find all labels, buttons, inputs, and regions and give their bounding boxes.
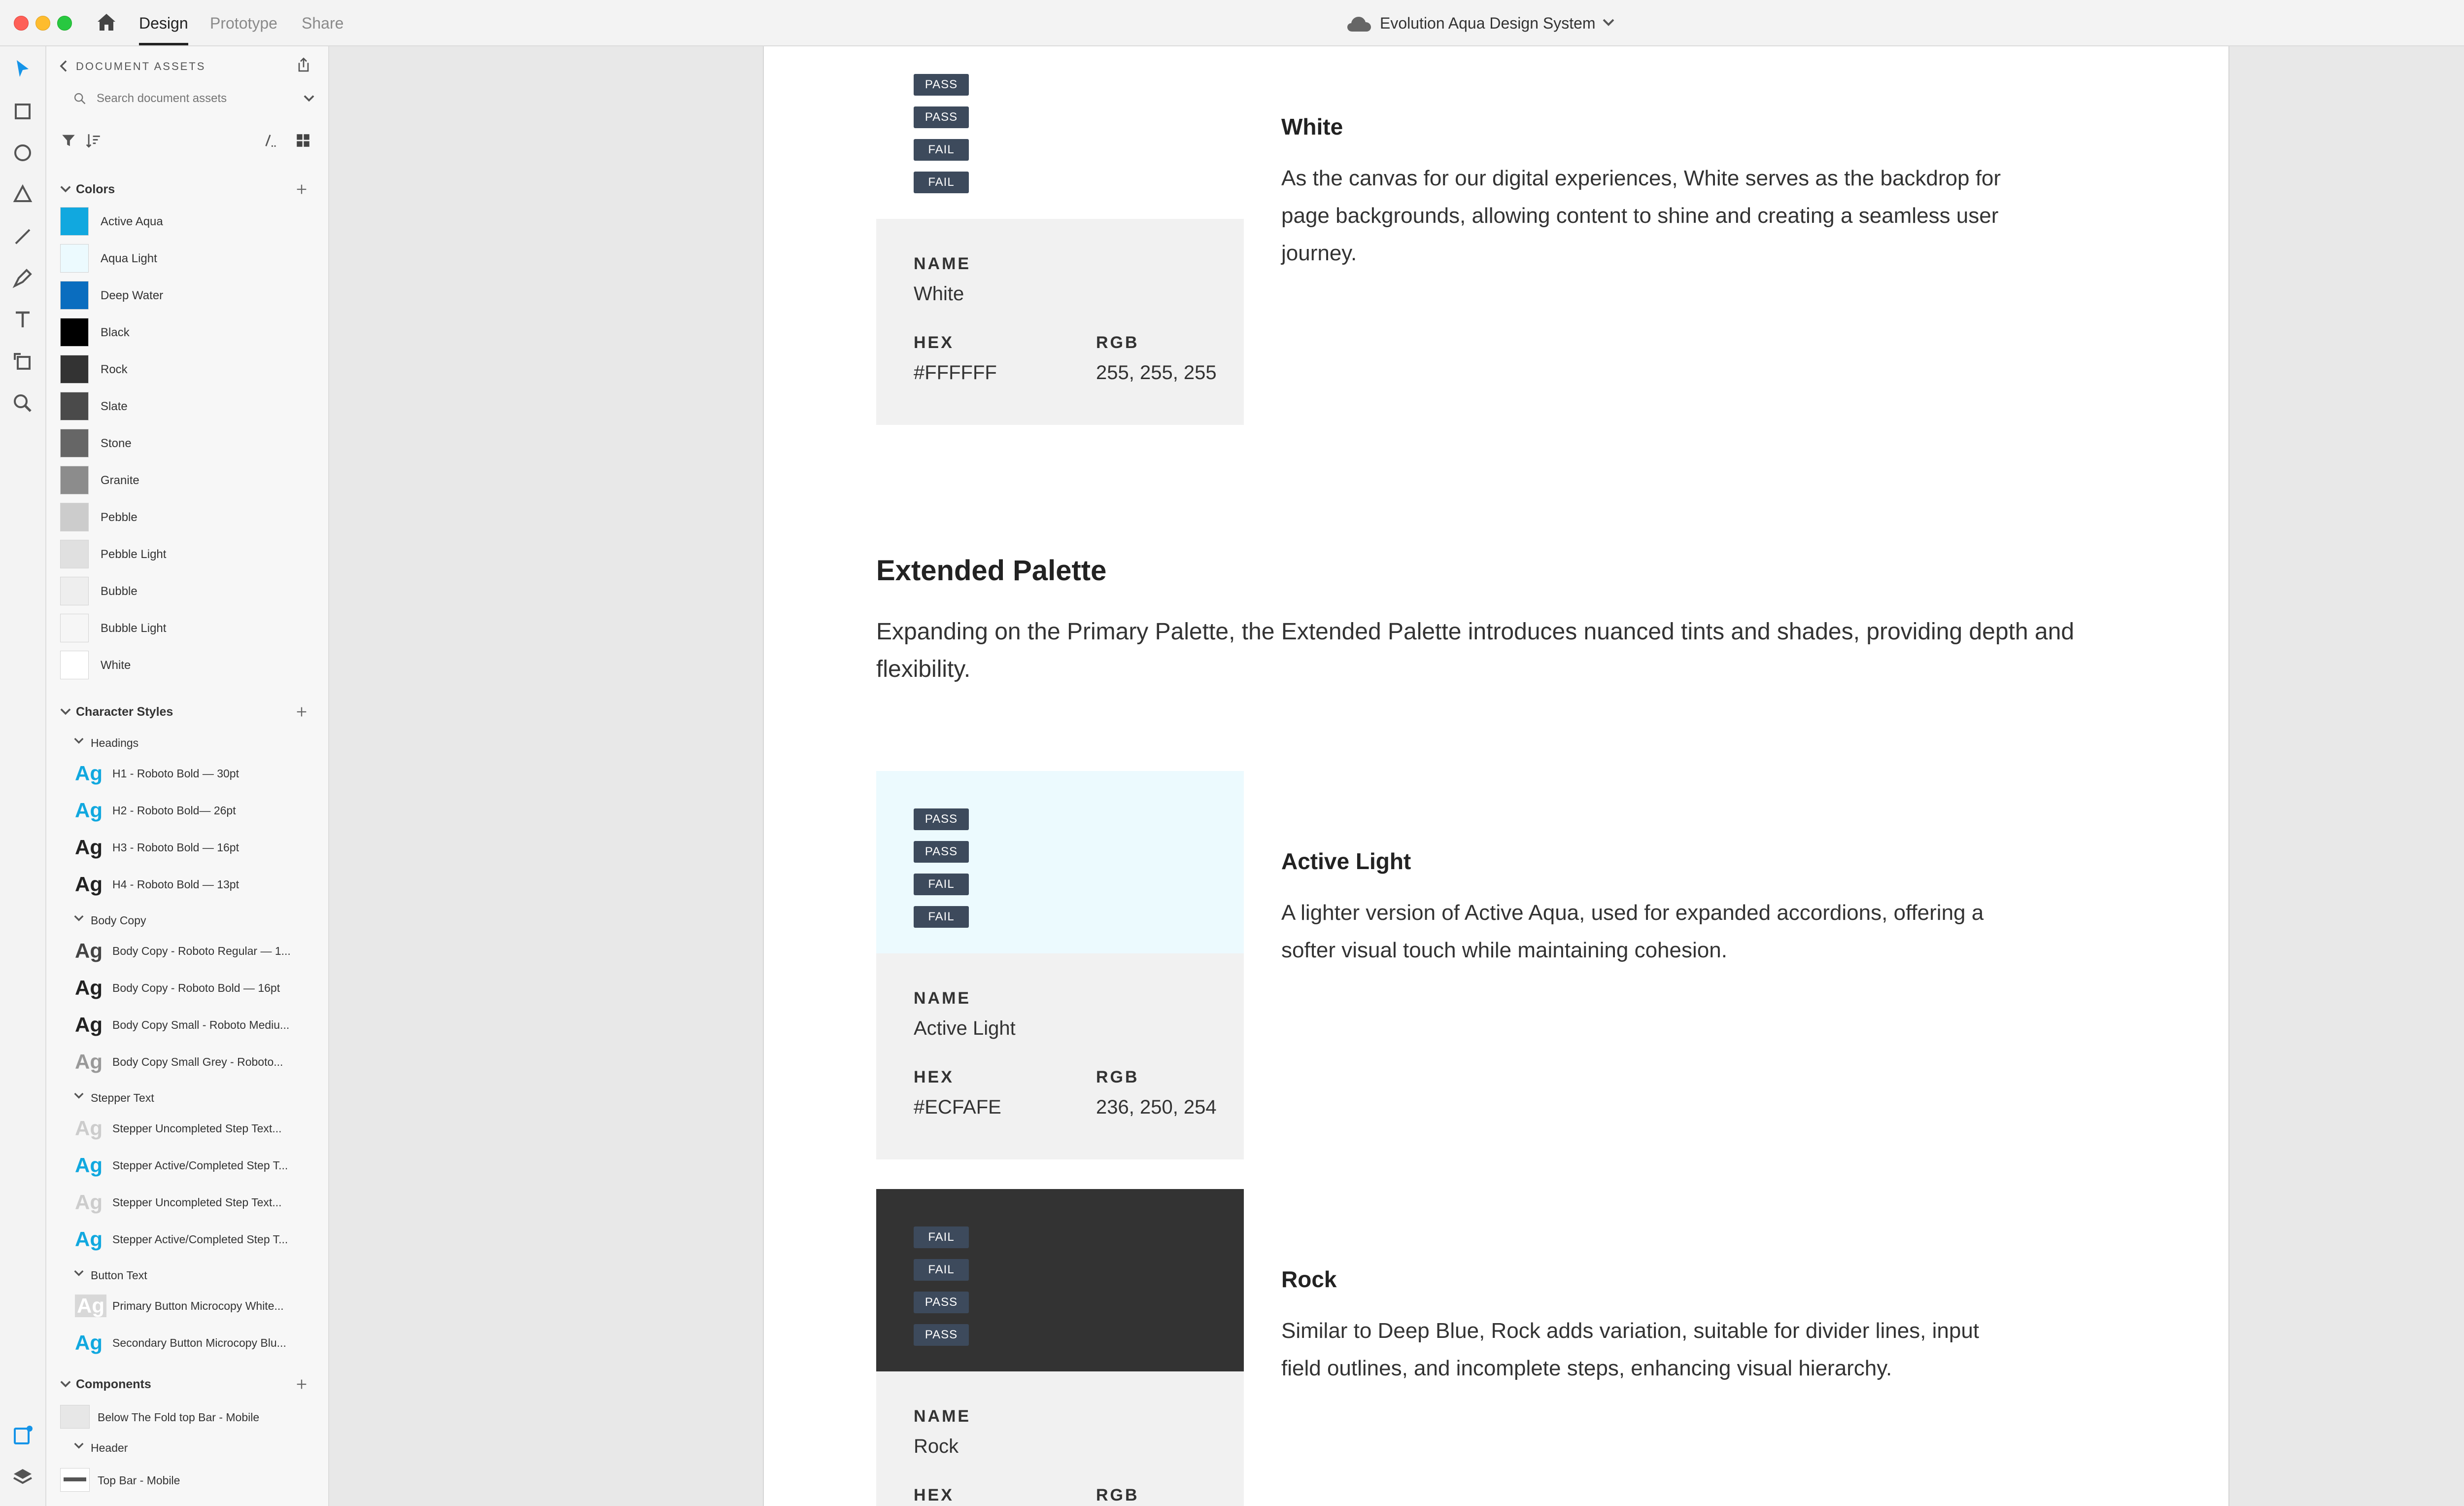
layers-icon[interactable] bbox=[11, 1465, 34, 1489]
color-title: Active Light bbox=[1281, 848, 1411, 874]
character-style-label: Secondary Button Microcopy Blu... bbox=[112, 1336, 286, 1349]
color-asset-label: Bubble bbox=[101, 585, 137, 598]
color-info-panel bbox=[876, 1371, 1244, 1506]
color-swatch bbox=[60, 392, 89, 420]
character-styles-section-header[interactable] bbox=[46, 700, 328, 725]
color-asset-item[interactable] bbox=[46, 499, 328, 536]
assets-panel bbox=[46, 46, 329, 1506]
chevron-down-icon[interactable] bbox=[74, 914, 84, 923]
style-preview-glyph: Ag bbox=[75, 762, 103, 785]
color-asset-item[interactable] bbox=[46, 203, 328, 240]
character-style-item[interactable] bbox=[46, 1325, 328, 1362]
character-style-label: H2 - Roboto Bold— 26pt bbox=[112, 804, 236, 817]
component-thumbnail bbox=[60, 1468, 90, 1492]
style-group-label: Button Text bbox=[91, 1269, 147, 1282]
name-label: NAME bbox=[914, 254, 971, 273]
color-swatch bbox=[60, 503, 89, 531]
color-asset-label: Rock bbox=[101, 363, 128, 376]
character-style-label: H3 - Roboto Bold — 16pt bbox=[112, 841, 239, 854]
name-label: NAME bbox=[914, 1407, 971, 1426]
style-preview-glyph: Ag bbox=[75, 1295, 106, 1317]
character-style-item[interactable] bbox=[46, 933, 328, 970]
color-asset-label: Active Aqua bbox=[101, 215, 163, 228]
colors-section-header[interactable] bbox=[46, 177, 328, 202]
document-title[interactable]: Evolution Aqua Design System bbox=[1380, 14, 1596, 32]
rgb-value: 236, 250, 254 bbox=[1096, 1096, 1217, 1118]
color-asset-item[interactable] bbox=[46, 610, 328, 647]
character-style-item[interactable] bbox=[46, 1184, 328, 1221]
character-style-item[interactable] bbox=[46, 829, 328, 866]
style-preview-glyph: Ag bbox=[75, 1331, 103, 1354]
search-input[interactable] bbox=[60, 86, 314, 111]
color-asset-label: Slate bbox=[101, 400, 128, 413]
close-window-button[interactable] bbox=[14, 16, 29, 31]
style-preview-glyph: Ag bbox=[75, 1227, 103, 1251]
contrast-badge: PASS bbox=[914, 74, 969, 96]
character-style-item[interactable] bbox=[46, 1147, 328, 1184]
color-asset-item[interactable] bbox=[46, 351, 328, 388]
color-swatch bbox=[60, 540, 89, 568]
filter-toolbar bbox=[60, 129, 321, 153]
color-asset-item[interactable] bbox=[46, 314, 328, 351]
tab-design[interactable]: Design bbox=[139, 11, 188, 35]
contrast-badge: FAIL bbox=[914, 1226, 969, 1248]
zoom-window-button[interactable] bbox=[57, 16, 72, 31]
style-preview-glyph: Ag bbox=[75, 1191, 103, 1214]
style-preview-glyph: Ag bbox=[75, 836, 103, 859]
sort-icon[interactable] bbox=[85, 132, 103, 149]
contrast-badge: FAIL bbox=[914, 1259, 969, 1281]
color-asset-item[interactable] bbox=[46, 647, 328, 684]
rgb-label: RGB bbox=[1096, 1068, 1139, 1086]
contrast-badge: FAIL bbox=[914, 172, 969, 193]
color-swatch bbox=[60, 614, 89, 642]
contrast-badge: FAIL bbox=[914, 906, 969, 928]
character-style-item[interactable] bbox=[46, 1288, 328, 1325]
color-swatch bbox=[60, 207, 89, 236]
chevron-down-icon[interactable] bbox=[60, 184, 71, 194]
color-swatch bbox=[60, 466, 89, 494]
style-preview-glyph: Ag bbox=[75, 939, 103, 962]
contrast-badge: PASS bbox=[914, 841, 969, 863]
character-style-label: Primary Button Microcopy White... bbox=[112, 1299, 284, 1312]
color-asset-item[interactable] bbox=[46, 388, 328, 425]
color-description: Similar to Deep Blue, Rock adds variation, suitable for divider lines, input field outlines, and incomplete steps, enhancing visual hierarchy. bbox=[1281, 1319, 1980, 1380]
add-component-icon[interactable] bbox=[295, 1377, 308, 1391]
color-asset-label: Pebble Light bbox=[101, 548, 167, 561]
tool-bar bbox=[0, 46, 46, 1506]
hex-label: HEX bbox=[914, 333, 954, 352]
components-section-header[interactable] bbox=[46, 1372, 328, 1397]
line-tool-icon[interactable] bbox=[11, 225, 34, 248]
chevron-down-icon[interactable] bbox=[60, 707, 71, 717]
style-group-label: Headings bbox=[91, 736, 139, 749]
color-preview bbox=[876, 1189, 1244, 1371]
chevron-down-icon[interactable] bbox=[1603, 18, 1614, 28]
style-preview-glyph: Ag bbox=[75, 799, 103, 822]
character-style-item[interactable] bbox=[46, 970, 328, 1007]
character-style-item[interactable] bbox=[46, 866, 328, 903]
color-asset-item[interactable] bbox=[46, 277, 328, 314]
component-label: Below The Fold top Bar - Mobile bbox=[98, 1411, 260, 1424]
component-thumbnail bbox=[60, 1405, 90, 1429]
character-style-label: Stepper Uncompleted Step Text... bbox=[112, 1122, 282, 1135]
component-item[interactable] bbox=[46, 1402, 328, 1432]
color-asset-item[interactable] bbox=[46, 425, 328, 462]
contrast-badge: FAIL bbox=[914, 139, 969, 161]
home-icon[interactable] bbox=[95, 11, 118, 35]
rgb-label: RGB bbox=[1096, 1486, 1139, 1505]
color-asset-label: Pebble bbox=[101, 511, 137, 524]
title-bar bbox=[0, 0, 2464, 46]
character-style-label: Body Copy - Roboto Regular — 1... bbox=[112, 945, 291, 957]
color-preview bbox=[876, 771, 1244, 953]
color-asset-item[interactable] bbox=[46, 536, 328, 573]
share-export-icon[interactable] bbox=[295, 56, 312, 74]
style-preview-glyph: Ag bbox=[75, 1117, 103, 1140]
color-swatch bbox=[60, 244, 89, 273]
character-styles-title: Character Styles bbox=[76, 705, 173, 719]
color-asset-label: Aqua Light bbox=[101, 252, 157, 265]
contrast-badge: PASS bbox=[914, 808, 969, 830]
contrast-badge: PASS bbox=[914, 1324, 969, 1346]
color-asset-item[interactable] bbox=[46, 462, 328, 499]
hex-label: HEX bbox=[914, 1068, 954, 1086]
color-title: White bbox=[1281, 114, 1343, 140]
character-style-label: Stepper Active/Completed Step T... bbox=[112, 1233, 288, 1246]
colors-title: Colors bbox=[76, 182, 115, 196]
color-asset-label: Deep Water bbox=[101, 289, 164, 302]
color-swatch bbox=[60, 577, 89, 605]
minimize-window-button[interactable] bbox=[35, 16, 50, 31]
chevron-down-icon[interactable] bbox=[74, 1269, 84, 1278]
color-name-value: White bbox=[914, 283, 964, 305]
search-field[interactable] bbox=[60, 86, 314, 111]
color-swatch bbox=[60, 355, 89, 384]
character-style-label: H4 - Roboto Bold — 13pt bbox=[112, 878, 239, 891]
color-title: Rock bbox=[1281, 1266, 1337, 1292]
chevron-down-icon[interactable] bbox=[74, 1441, 84, 1450]
style-preview-glyph: Ag bbox=[75, 1050, 103, 1073]
chevron-down-icon[interactable] bbox=[304, 94, 314, 104]
chevron-down-icon[interactable] bbox=[74, 1091, 84, 1100]
character-style-label: H1 - Roboto Bold — 30pt bbox=[112, 767, 239, 780]
chevron-down-icon[interactable] bbox=[60, 1379, 71, 1389]
color-info-panel bbox=[876, 953, 1244, 1159]
chevron-down-icon[interactable] bbox=[74, 736, 84, 745]
color-info-panel bbox=[876, 219, 1244, 425]
hex-value: #FFFFFF bbox=[914, 362, 997, 384]
contrast-badge: PASS bbox=[914, 106, 969, 128]
color-name-value: Active Light bbox=[914, 1017, 1016, 1039]
contrast-badge: FAIL bbox=[914, 874, 969, 895]
tab-share[interactable]: Share bbox=[302, 14, 344, 32]
polygon-tool-icon[interactable] bbox=[11, 182, 34, 206]
assets-header: DOCUMENT ASSETS bbox=[76, 60, 206, 72]
style-group-headings-header[interactable] bbox=[46, 728, 328, 757]
text-tool-icon[interactable] bbox=[11, 308, 34, 331]
style-group-body-header[interactable] bbox=[46, 905, 328, 935]
character-style-item[interactable] bbox=[46, 1044, 328, 1081]
color-asset-label: White bbox=[101, 659, 131, 672]
color-description: As the canvas for our digital experiences, White serves as the backdrop for page backgrounds, allowing content to shine and creating a seamless user journey. bbox=[1281, 166, 2001, 265]
contrast-badge: PASS bbox=[914, 1292, 969, 1313]
rgb-value: 255, 255, 255 bbox=[1096, 362, 1217, 384]
character-style-label: Body Copy Small Grey - Roboto... bbox=[112, 1055, 283, 1068]
color-preview bbox=[876, 46, 1244, 219]
color-asset-label: Stone bbox=[101, 437, 132, 450]
rgb-label: RGB bbox=[1096, 333, 1139, 352]
color-asset-item[interactable] bbox=[46, 240, 328, 277]
character-style-item[interactable] bbox=[46, 1110, 328, 1147]
style-preview-glyph: Ag bbox=[75, 1154, 103, 1177]
character-style-item[interactable] bbox=[46, 755, 328, 792]
style-group-stepper-header[interactable] bbox=[46, 1083, 328, 1112]
component-label: Top Bar - Mobile bbox=[98, 1474, 180, 1487]
select-tool-icon[interactable] bbox=[11, 57, 34, 81]
hex-value: #ECFAFE bbox=[914, 1096, 1001, 1118]
artboard[interactable] bbox=[763, 46, 2229, 1506]
style-preview-glyph: Ag bbox=[75, 873, 103, 896]
canvas[interactable] bbox=[329, 46, 2464, 1506]
name-label: NAME bbox=[914, 989, 971, 1008]
ellipse-tool-icon[interactable] bbox=[11, 141, 34, 165]
components-title: Components bbox=[76, 1377, 151, 1391]
character-style-label: Body Copy - Roboto Bold — 16pt bbox=[112, 981, 280, 994]
color-swatch bbox=[60, 651, 89, 679]
artboard-tool-icon[interactable] bbox=[11, 350, 34, 374]
extended-palette-title: Extended Palette bbox=[876, 555, 1107, 587]
extended-palette-description: Expanding on the Primary Palette, the Extended Palette introduces nuanced tints and shades, providing depth and flexibility. bbox=[876, 619, 2074, 682]
character-style-item[interactable] bbox=[46, 792, 328, 829]
character-style-item[interactable] bbox=[46, 1221, 328, 1258]
add-character-style-icon[interactable] bbox=[295, 705, 308, 719]
component-group-label: Header bbox=[91, 1441, 128, 1454]
cloud-icon bbox=[1346, 15, 1372, 33]
color-asset-label: Granite bbox=[101, 474, 139, 487]
style-group-button-header[interactable] bbox=[46, 1260, 328, 1290]
back-chevron-icon[interactable] bbox=[59, 60, 68, 72]
color-swatch bbox=[60, 429, 89, 457]
character-style-item[interactable] bbox=[46, 1007, 328, 1044]
grid-view-icon[interactable] bbox=[295, 132, 311, 149]
style-preview-glyph: Ag bbox=[75, 976, 103, 999]
color-asset-label: Black bbox=[101, 326, 130, 339]
pen-tool-icon[interactable] bbox=[11, 266, 34, 290]
style-preview-glyph: Ag bbox=[75, 1013, 103, 1036]
color-asset-label: Bubble Light bbox=[101, 622, 167, 635]
component-group-header[interactable] bbox=[46, 1433, 328, 1462]
color-asset-item[interactable] bbox=[46, 573, 328, 610]
color-swatch bbox=[60, 318, 89, 347]
filter-icon[interactable] bbox=[60, 132, 77, 149]
style-group-label: Stepper Text bbox=[91, 1091, 154, 1104]
color-description: A lighter version of Active Aqua, used for expanded accordions, offering a softer visual touch while maintaining cohesion. bbox=[1281, 901, 1984, 962]
character-style-label: Stepper Active/Completed Step T... bbox=[112, 1159, 288, 1172]
rectangle-tool-icon[interactable] bbox=[11, 100, 34, 123]
assets-icon[interactable] bbox=[11, 1424, 34, 1447]
list-view-icon[interactable] bbox=[263, 132, 280, 149]
hex-label: HEX bbox=[914, 1486, 954, 1505]
component-item[interactable] bbox=[46, 1465, 328, 1495]
character-style-label: Body Copy Small - Roboto Mediu... bbox=[112, 1018, 290, 1031]
tab-prototype[interactable]: Prototype bbox=[210, 14, 277, 32]
zoom-tool-icon[interactable] bbox=[11, 391, 34, 415]
color-swatch bbox=[60, 281, 89, 310]
color-name-value: Rock bbox=[914, 1436, 959, 1457]
style-group-label: Body Copy bbox=[91, 914, 146, 927]
character-style-label: Stepper Uncompleted Step Text... bbox=[112, 1196, 282, 1209]
add-color-icon[interactable] bbox=[295, 182, 308, 196]
